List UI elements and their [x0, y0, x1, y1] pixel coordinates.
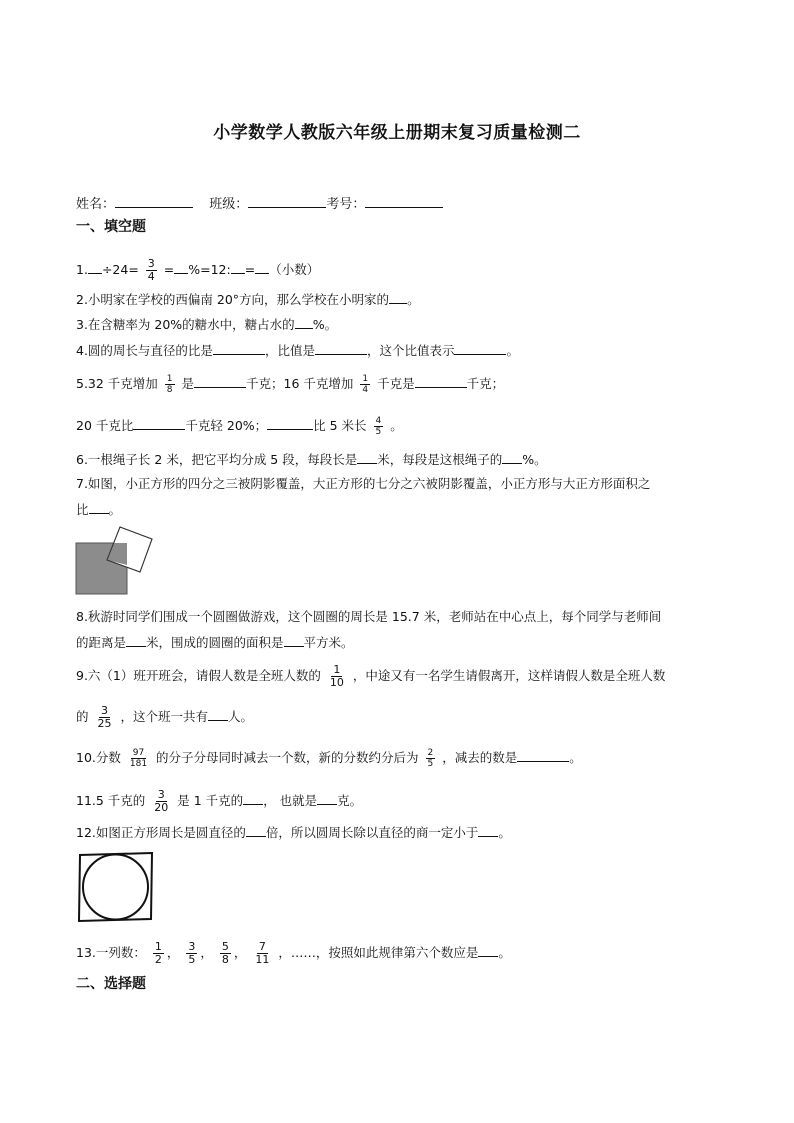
q3-blank-1[interactable]: [295, 316, 313, 329]
q1-text-3: %=12:: [188, 262, 231, 277]
q13-fraction-2: [186, 941, 197, 966]
q5-blank-4[interactable]: [267, 417, 313, 430]
question-11: [76, 789, 362, 814]
question-9-line-2: [76, 705, 253, 730]
q10-blank-1[interactable]: [517, 749, 569, 762]
q5-text-4: 千克是: [377, 376, 415, 391]
q1-blank-1[interactable]: [88, 261, 102, 274]
q10-frac1-den: 181: [129, 759, 148, 769]
q5-fraction-2: [360, 374, 370, 395]
q11-blank-2[interactable]: [317, 792, 337, 805]
q1-text-2: =: [163, 262, 175, 277]
q10-frac1-num: 97: [132, 748, 145, 758]
question-7-line-2: [76, 501, 121, 518]
question-8-line-2: [76, 634, 354, 651]
q5-frac3-num: 4: [375, 416, 382, 426]
q9-text-2: ，中途又有一名学生请假离开，这样请假人数是全班人数: [352, 668, 666, 683]
question-12: [76, 824, 511, 841]
q7-blank-1[interactable]: [89, 501, 109, 514]
q4-blank-3[interactable]: [454, 342, 506, 355]
q13-frac4-num: 7: [258, 940, 266, 953]
q5-text-7: 千克轻 20%；: [185, 418, 268, 433]
name-label: 姓名：: [76, 197, 116, 212]
q10-text-3: ，减去的数是: [442, 750, 518, 765]
question-3: [76, 316, 337, 333]
q6-text-3: %。: [522, 452, 547, 467]
question-2: [76, 291, 420, 308]
q9-blank-1[interactable]: [208, 708, 228, 721]
q11-text-1: 11.5 千克的: [76, 793, 146, 808]
q5-text-5: 千克；: [466, 376, 505, 391]
q2-text-1: 2.小明家在学校的西偏南 20°方向，那么学校在小明家的: [76, 292, 390, 307]
q9-text-4: ，这个班一共有: [120, 709, 208, 724]
q9-text-3: 的: [76, 709, 89, 724]
class-field[interactable]: [248, 195, 326, 208]
q9-frac2-den: 25: [97, 717, 112, 730]
q13-fraction-3: [220, 941, 231, 966]
q12-text-1: 12.如图正方形周长是圆直径的: [76, 825, 246, 840]
q5-frac1-num: 1: [166, 374, 173, 384]
q11-frac-den: 20: [154, 801, 169, 814]
q12-text-2: 倍，所以圆周长除以直径的商一定小于: [265, 825, 479, 840]
q8-text-3: 米，围成的圆圈的面积是: [146, 635, 284, 650]
page-title: 小学数学人教版六年级上册期末复习质量检测二: [213, 123, 581, 143]
q10-fraction-1: [128, 748, 149, 769]
q11-frac-num: 3: [157, 788, 165, 801]
q13-frac2-den: 5: [188, 953, 196, 966]
q12-circle-in-square-figure: [77, 852, 157, 924]
square-outline: [79, 853, 152, 921]
q4-blank-2[interactable]: [315, 342, 367, 355]
q5-frac2-den: 4: [362, 385, 369, 395]
q13-separator-1: ，: [166, 945, 180, 960]
q1-blank-3[interactable]: [231, 261, 245, 274]
q5-fraction-3: [374, 416, 384, 437]
q11-text-4: 克。: [337, 793, 363, 808]
q10-text-1: 10.分数: [76, 750, 121, 765]
q5-blank-3[interactable]: [133, 417, 185, 430]
question-9-line-1: [76, 664, 665, 689]
question-7-line-1: 7.如图，小正方形的四分之三被阴影覆盖，大正方形的七分之六被阴影覆盖，小正方形与大正方形面积之: [76, 476, 651, 491]
question-10: [76, 748, 582, 769]
question-6: [76, 451, 547, 468]
q13-frac3-num: 5: [221, 940, 229, 953]
q8-text-2: 的距离是: [76, 635, 127, 650]
q1-text-5: （小数）: [269, 262, 320, 277]
question-5-line-1: [76, 374, 504, 395]
q5-frac1-den: 8: [166, 385, 173, 395]
q5-text-9: 。: [390, 418, 403, 433]
student-info-line: [76, 193, 443, 212]
question-13: [76, 941, 511, 966]
q4-text-2: ，比值是: [264, 343, 315, 358]
q5-text-8: 比 5 米长: [313, 418, 367, 433]
section-heading-fill-blank: 一、填空题: [76, 219, 146, 235]
q13-frac3-den: 8: [221, 953, 229, 966]
q13-frac2-num: 3: [188, 940, 196, 953]
q13-frac4-den: 11: [255, 953, 270, 966]
exam-number-field[interactable]: [365, 195, 443, 208]
q11-fraction: [152, 789, 170, 814]
q5-text-1: 5.32 千克增加: [76, 376, 158, 391]
q10-fraction-2: [426, 748, 436, 769]
q11-text-2: 是 1 千克的: [177, 793, 244, 808]
q9-text-1: 9.六（1）班开班会，请假人数是全班人数的: [76, 668, 321, 683]
q3-text-2: %。: [312, 317, 338, 332]
q1-text-4: =: [244, 262, 256, 277]
q5-fraction-1: [165, 374, 175, 395]
name-field[interactable]: [115, 195, 193, 208]
q13-fraction-1: [153, 941, 164, 966]
q11-blank-1[interactable]: [243, 792, 263, 805]
q6-text-1: 6.一根绳子长 2 米，把它平均分成 5 段，每段长是: [76, 452, 358, 467]
q9-fraction-1: [328, 664, 346, 689]
q1-frac-num: 3: [147, 257, 155, 270]
q9-text-5: 人。: [228, 709, 254, 724]
question-8-line-1: 8.秋游时同学们围成一个圆圈做游戏，这个圆圈的周长是 15.7 米，老师站在中心点上，每个同学与老师间: [76, 609, 662, 624]
q5-text-3: 千克；16 千克增加: [246, 376, 354, 391]
q5-text-2: 是: [181, 376, 195, 391]
q6-blank-1[interactable]: [357, 451, 377, 464]
q2-text-2: 。: [407, 292, 420, 307]
q4-text-1: 4.圆的周长与直径的比是: [76, 343, 213, 358]
q6-blank-2[interactable]: [502, 451, 522, 464]
section-heading-multiple-choice: 二、选择题: [76, 976, 146, 992]
q9-frac2-num: 3: [101, 704, 108, 717]
q7-text-2: 比: [76, 502, 89, 517]
q1-text-1: ÷24=: [101, 262, 139, 277]
q13-text-3: 。: [498, 945, 511, 960]
q13-separator-3: ，: [233, 945, 247, 960]
q1-blank-4[interactable]: [255, 261, 269, 274]
q5-frac2-num: 1: [362, 374, 369, 384]
q2-blank-1[interactable]: [389, 291, 407, 304]
q13-blank-1[interactable]: [478, 944, 498, 957]
q13-separator-2: ，: [200, 945, 213, 960]
q13-frac1-num: 1: [154, 940, 162, 953]
q8-text-4: 平方米。: [303, 635, 354, 650]
q12-text-3: 。: [498, 825, 511, 840]
q9-frac1-den: 10: [329, 676, 344, 689]
question-4: [76, 342, 519, 359]
q7-squares-figure: [74, 525, 156, 597]
exam-label: 考号：: [326, 197, 366, 212]
q1-frac-den: 4: [147, 270, 155, 283]
q13-text-1: 13.一列数：: [76, 945, 146, 960]
q13-text-2: ，……，按照如此规律第六个数应是: [278, 945, 479, 960]
q5-frac3-den: 5: [375, 427, 382, 437]
q11-text-3: ， 也就是: [263, 793, 318, 808]
q1-number: 1.: [76, 262, 88, 277]
q12-blank-2[interactable]: [478, 824, 498, 837]
q9-frac1-num: 1: [333, 663, 341, 676]
q10-frac2-num: 2: [427, 748, 434, 758]
q1-fraction: [146, 258, 157, 283]
question-5-line-2: [76, 416, 403, 437]
q12-blank-1[interactable]: [246, 824, 266, 837]
q10-text-2: 的分子分母同时减去一个数，新的分数约分后为: [156, 750, 419, 765]
q4-text-4: 。: [506, 343, 519, 358]
q6-text-2: 米，每段是这根绳子的: [377, 452, 503, 467]
q8-blank-1[interactable]: [126, 634, 146, 647]
q1-blank-2[interactable]: [174, 261, 188, 274]
q5-blank-1[interactable]: [194, 375, 246, 388]
q10-text-4: 。: [569, 750, 582, 765]
class-label: 班级：: [209, 197, 249, 212]
q10-frac2-den: 5: [427, 759, 434, 769]
question-1: [76, 258, 319, 283]
q5-blank-2[interactable]: [415, 375, 467, 388]
q9-fraction-2: [96, 705, 114, 730]
q4-blank-1[interactable]: [213, 342, 265, 355]
q4-text-3: ，这个比值表示: [366, 343, 455, 358]
q13-frac1-den: 2: [154, 953, 162, 966]
q5-text-6: 20 千克比: [76, 418, 134, 433]
q3-text-1: 3.在含糖率为 20%的糖水中，糖占水的: [76, 317, 295, 332]
q8-blank-2[interactable]: [284, 634, 304, 647]
q13-fraction-4: [253, 941, 271, 966]
q7-text-3: 。: [108, 502, 122, 517]
